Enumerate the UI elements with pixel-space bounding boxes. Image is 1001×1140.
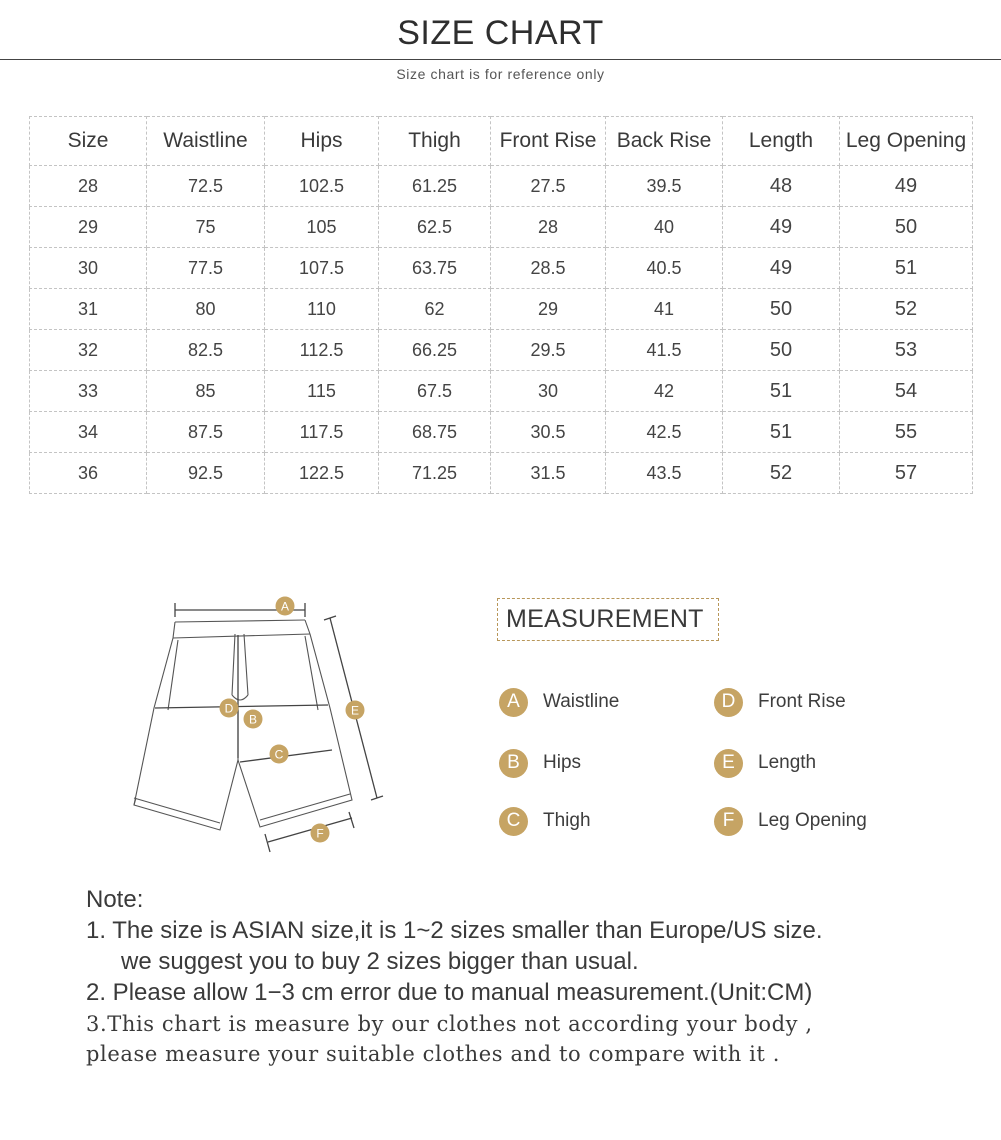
- table-cell: 40.5: [606, 248, 723, 289]
- table-cell: 77.5: [147, 248, 265, 289]
- legend-item-length: [714, 748, 816, 778]
- waistband-bottom-line: [173, 634, 310, 638]
- table-cell: 75: [147, 207, 265, 248]
- leg-opening-measure-line: [268, 818, 352, 842]
- table-cell: 67.5: [379, 371, 491, 412]
- marker-d-label: D: [224, 701, 234, 716]
- table-cell: 105: [265, 207, 379, 248]
- column-header-thigh: Thigh: [379, 117, 491, 166]
- legend-label-waistline: Waistline: [543, 691, 620, 712]
- legend-label-hips: Hips: [543, 752, 582, 773]
- table-cell: 52: [840, 289, 973, 330]
- column-header-length: Length: [723, 117, 840, 166]
- marker-c-label: C: [274, 747, 284, 762]
- table-cell: 31.5: [491, 453, 606, 494]
- table-cell: 42.5: [606, 412, 723, 453]
- legend-item-leg-opening: [714, 806, 867, 836]
- table-row: [30, 248, 973, 289]
- legend-badge-e: E: [714, 749, 743, 778]
- table-row: [30, 412, 973, 453]
- table-cell: 27.5: [491, 166, 606, 207]
- table-cell: 52: [723, 453, 840, 494]
- column-header-size: Size: [30, 117, 147, 166]
- table-cell: 107.5: [265, 248, 379, 289]
- table-cell: 42: [606, 371, 723, 412]
- title-divider: [0, 59, 1001, 60]
- size-table: [29, 116, 973, 494]
- table-cell: 50: [840, 207, 973, 248]
- table-cell: 61.25: [379, 166, 491, 207]
- shorts-diagram: [120, 590, 410, 860]
- table-cell: 30: [491, 371, 606, 412]
- legend-label-thigh: Thigh: [543, 810, 591, 831]
- table-cell: 50: [723, 289, 840, 330]
- table-cell: 87.5: [147, 412, 265, 453]
- page-subtitle: Size chart is for reference only: [396, 66, 605, 82]
- column-header-waistline: Waistline: [147, 117, 265, 166]
- marker-f-label: F: [316, 826, 324, 841]
- table-cell: 36: [30, 453, 147, 494]
- legend-item-waistline: [499, 687, 619, 717]
- table-cell: 92.5: [147, 453, 265, 494]
- table-cell: 80: [147, 289, 265, 330]
- legend-item-hips: [499, 748, 581, 778]
- table-cell: 50: [723, 330, 840, 371]
- table-cell: 63.75: [379, 248, 491, 289]
- legend-item-front-rise: [714, 687, 846, 717]
- table-cell: 115: [265, 371, 379, 412]
- table-cell: 122.5: [265, 453, 379, 494]
- table-row: [30, 371, 973, 412]
- table-cell: 39.5: [606, 166, 723, 207]
- table-row: [30, 453, 973, 494]
- marker-e-label: E: [350, 703, 360, 718]
- table-cell: 82.5: [147, 330, 265, 371]
- table-cell: 41: [606, 289, 723, 330]
- note-line-1-continued: we suggest you to buy 2 sizes bigger than usual.: [121, 948, 639, 975]
- table-cell: 49: [723, 248, 840, 289]
- legend-badge-c: C: [499, 807, 528, 836]
- table-cell: 66.25: [379, 330, 491, 371]
- table-cell: 53: [840, 330, 973, 371]
- column-header-back-rise: Back Rise: [606, 117, 723, 166]
- table-cell: 41.5: [606, 330, 723, 371]
- note-line-2: 2. Please allow 1−3 cm error due to manual measurement.(Unit:CM): [86, 979, 813, 1006]
- table-cell: 117.5: [265, 412, 379, 453]
- table-header-row: [30, 117, 973, 166]
- table-cell: 40: [606, 207, 723, 248]
- table-cell: 51: [840, 248, 973, 289]
- table-cell: 62: [379, 289, 491, 330]
- marker-a-label: A: [280, 599, 290, 614]
- table-row: [30, 289, 973, 330]
- legend-label-leg-opening: Leg Opening: [758, 810, 867, 831]
- table-cell: 112.5: [265, 330, 379, 371]
- table-cell: 71.25: [379, 453, 491, 494]
- measurement-heading: MEASUREMENT: [497, 598, 719, 641]
- table-cell: 29: [30, 207, 147, 248]
- waistband-top-line: [175, 620, 305, 622]
- table-cell: 49: [723, 207, 840, 248]
- table-row: [30, 330, 973, 371]
- table-cell: 28.5: [491, 248, 606, 289]
- marker-b-label: B: [248, 712, 258, 727]
- legend-label-front-rise: Front Rise: [758, 691, 846, 712]
- hips-measure-line: [155, 705, 328, 708]
- table-cell: 85: [147, 371, 265, 412]
- table-row: [30, 207, 973, 248]
- table-cell: 32: [30, 330, 147, 371]
- table-cell: 51: [723, 371, 840, 412]
- note-line-1: 1. The size is ASIAN size,it is 1~2 sizes smaller than Europe/US size.: [86, 917, 823, 944]
- column-header-hips: Hips: [265, 117, 379, 166]
- table-cell: 57: [840, 453, 973, 494]
- legend-badge-a: A: [499, 688, 528, 717]
- table-cell: 48: [723, 166, 840, 207]
- note-line-3: 3.This chart is measure by our clothes not according your body ,: [86, 1012, 813, 1036]
- legend-badge-f: F: [714, 807, 743, 836]
- table-cell: 29: [491, 289, 606, 330]
- table-cell: 28: [491, 207, 606, 248]
- legend-badge-d: D: [714, 688, 743, 717]
- table-cell: 43.5: [606, 453, 723, 494]
- table-cell: 110: [265, 289, 379, 330]
- table-cell: 68.75: [379, 412, 491, 453]
- legend-badge-b: B: [499, 749, 528, 778]
- page-title: SIZE CHART: [397, 14, 604, 52]
- table-cell: 102.5: [265, 166, 379, 207]
- legend-label-length: Length: [758, 752, 817, 773]
- legend-item-thigh: [499, 806, 591, 836]
- table-cell: 49: [840, 166, 973, 207]
- table-cell: 62.5: [379, 207, 491, 248]
- table-cell: 30: [30, 248, 147, 289]
- note-heading: Note:: [86, 886, 144, 913]
- table-cell: 29.5: [491, 330, 606, 371]
- table-cell: 28: [30, 166, 147, 207]
- table-cell: 72.5: [147, 166, 265, 207]
- table-cell: 54: [840, 371, 973, 412]
- table-row: [30, 166, 973, 207]
- table-cell: 55: [840, 412, 973, 453]
- column-header-leg-opening: Leg Opening: [840, 117, 973, 166]
- table-cell: 34: [30, 412, 147, 453]
- table-cell: 30.5: [491, 412, 606, 453]
- table-cell: 31: [30, 289, 147, 330]
- column-header-front-rise: Front Rise: [491, 117, 606, 166]
- note-line-3-continued: please measure your suitable clothes and to compare with it .: [86, 1042, 781, 1066]
- table-cell: 33: [30, 371, 147, 412]
- table-cell: 51: [723, 412, 840, 453]
